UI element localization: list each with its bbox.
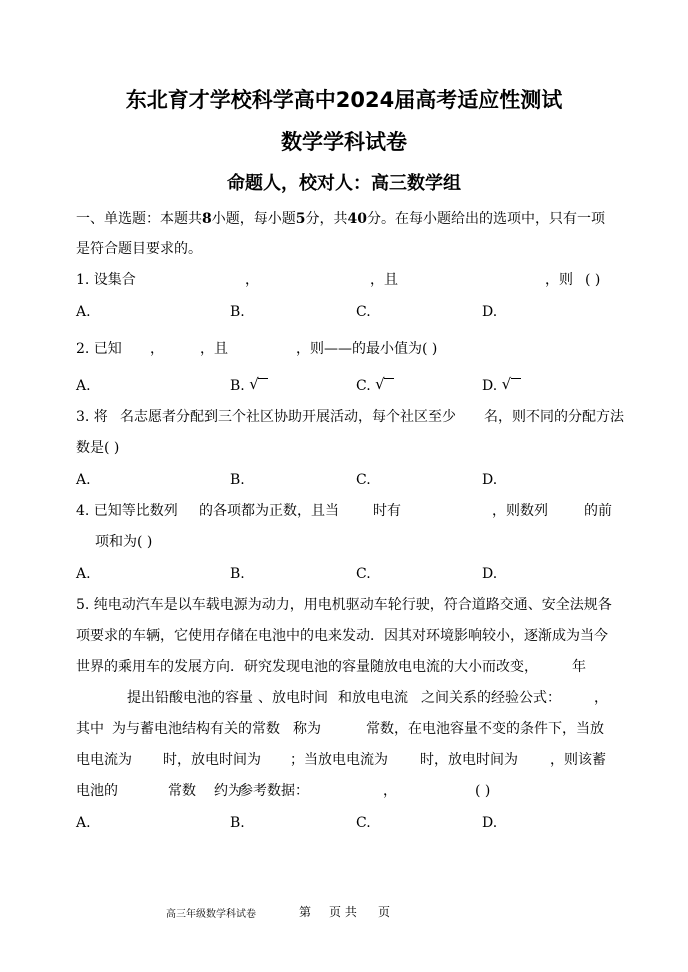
q3-option-d: D.	[482, 472, 498, 488]
q5-line5c: 称为	[293, 721, 321, 737]
q2-text-2: ，	[150, 341, 164, 357]
q3-line2: 数是( )	[76, 440, 120, 456]
q2-text-4: ，则——的最小值为( )	[296, 341, 438, 357]
q5-option-d: D.	[482, 815, 498, 831]
q1-text-1: 1. 设集合	[76, 272, 136, 288]
q5-option-b: B.	[230, 815, 245, 831]
q4-option-c: C.	[356, 566, 371, 582]
q2-text-1: 2. 已知	[76, 341, 122, 357]
q5-option-a: A.	[76, 815, 91, 831]
q5-line6e: ，则该蓄	[550, 752, 606, 768]
q1-option-a: A.	[76, 304, 91, 320]
q4-text-3: 时有	[373, 503, 401, 519]
q1-text-3: ，且	[370, 272, 398, 288]
footer-page-a: 第	[299, 905, 312, 919]
q4-option-d: D.	[482, 566, 498, 582]
q3-text-3: 名，则不同的分配方法	[484, 409, 624, 425]
sqrt-icon: √	[375, 378, 393, 392]
q5-line4b: 、放电时间	[258, 690, 328, 706]
q5-line6c: ；当放电电流为	[290, 752, 388, 768]
q5-line5d: 常数，在电池容量不变的条件下，当放	[366, 721, 604, 737]
q5-line7b: 常数	[168, 783, 196, 799]
q5-answer-paren: ( )	[475, 783, 491, 799]
q1-option-d: D.	[482, 304, 498, 320]
q5-line6d: 时，放电时间为	[420, 752, 518, 768]
q4-text-1: 4. 已知等比数列	[76, 503, 178, 519]
q3-text-2: 名志愿者分配到三个社区协助开展活动，每个社区至少	[120, 409, 456, 425]
q5-line1: 5. 纯电动汽车是以车载电源为动力，用电机驱动车轮行驶，符合道路交通、安全法规各	[76, 597, 612, 613]
q1-answer-paren: ( )	[585, 272, 601, 288]
sqrt-icon: √	[502, 378, 520, 392]
q3-option-a: A.	[76, 472, 91, 488]
q5-line4c: 和放电电流	[338, 690, 408, 706]
exam-title: 东北育才学校科学高中2024届高考适应性测试	[125, 88, 563, 112]
q5-line7d: 参考数据：	[239, 783, 309, 799]
q5-line5b: 为与蓄电池结构有关的常数	[112, 721, 280, 737]
q5-line4d: 之间关系的经验公式：	[421, 690, 561, 706]
q4-text-5: 的前	[584, 503, 612, 519]
q5-line5a: 其中	[76, 721, 104, 737]
q2-option-b: B. √	[230, 377, 267, 395]
q1-option-c: C.	[356, 304, 371, 320]
q5-line2: 项要求的车辆，它使用存储在电池中的电来发动．因其对环境影响较小，逐渐成为当今	[76, 628, 608, 644]
q5-line6b: 时，放电时间为	[163, 752, 261, 768]
q4-line2: 项和为( )	[95, 534, 153, 550]
authors-line: 命题人，校对人：高三数学组	[227, 173, 461, 194]
q2-option-d: D. √	[482, 377, 520, 395]
q2-option-a: A.	[76, 378, 91, 394]
q4-option-b: B.	[230, 566, 245, 582]
q5-line7a: 电池的	[76, 783, 118, 799]
section-heading: 一、单选题：本题共8小题，每小题5分，共40分。在每小题给出的选项中，只有一项	[76, 211, 605, 227]
q2-text-3: ，且	[200, 341, 228, 357]
q1-text-2: ，	[245, 272, 259, 288]
q2-option-c: C. √	[356, 377, 393, 395]
footer-exam-name: 高三年级数学科试卷	[166, 909, 256, 920]
q5-line7e: ，	[383, 783, 397, 799]
q5-line7c: 约为	[214, 783, 242, 799]
q5-line6a: 电电流为	[76, 752, 132, 768]
subject-title: 数学学科试卷	[281, 130, 407, 154]
q3-option-c: C.	[356, 472, 371, 488]
q5-line4e: ，	[594, 690, 608, 706]
q5-line4a: 提出铅酸电池的容量	[127, 690, 253, 706]
sqrt-icon: √	[249, 378, 267, 392]
q5-line3: 世界的乘用车的发展方向．研究发现电池的容量随放电电流的大小而改变，	[76, 659, 538, 675]
section-heading-line2: 是符合题目要求的。	[76, 241, 202, 257]
footer-page-c: 页	[378, 905, 391, 919]
q4-text-2: 的各项都为正数，且当	[199, 503, 339, 519]
q1-text-4: ，则	[545, 272, 573, 288]
q3-text-1: 3. 将	[76, 409, 108, 425]
q3-option-b: B.	[230, 472, 245, 488]
q5-line3-year: 年	[572, 659, 586, 675]
q5-option-c: C.	[356, 815, 371, 831]
q4-option-a: A.	[76, 566, 91, 582]
q4-text-4: ，则数列	[492, 503, 548, 519]
footer-page-b: 页 共	[329, 905, 357, 919]
q1-option-b: B.	[230, 304, 245, 320]
